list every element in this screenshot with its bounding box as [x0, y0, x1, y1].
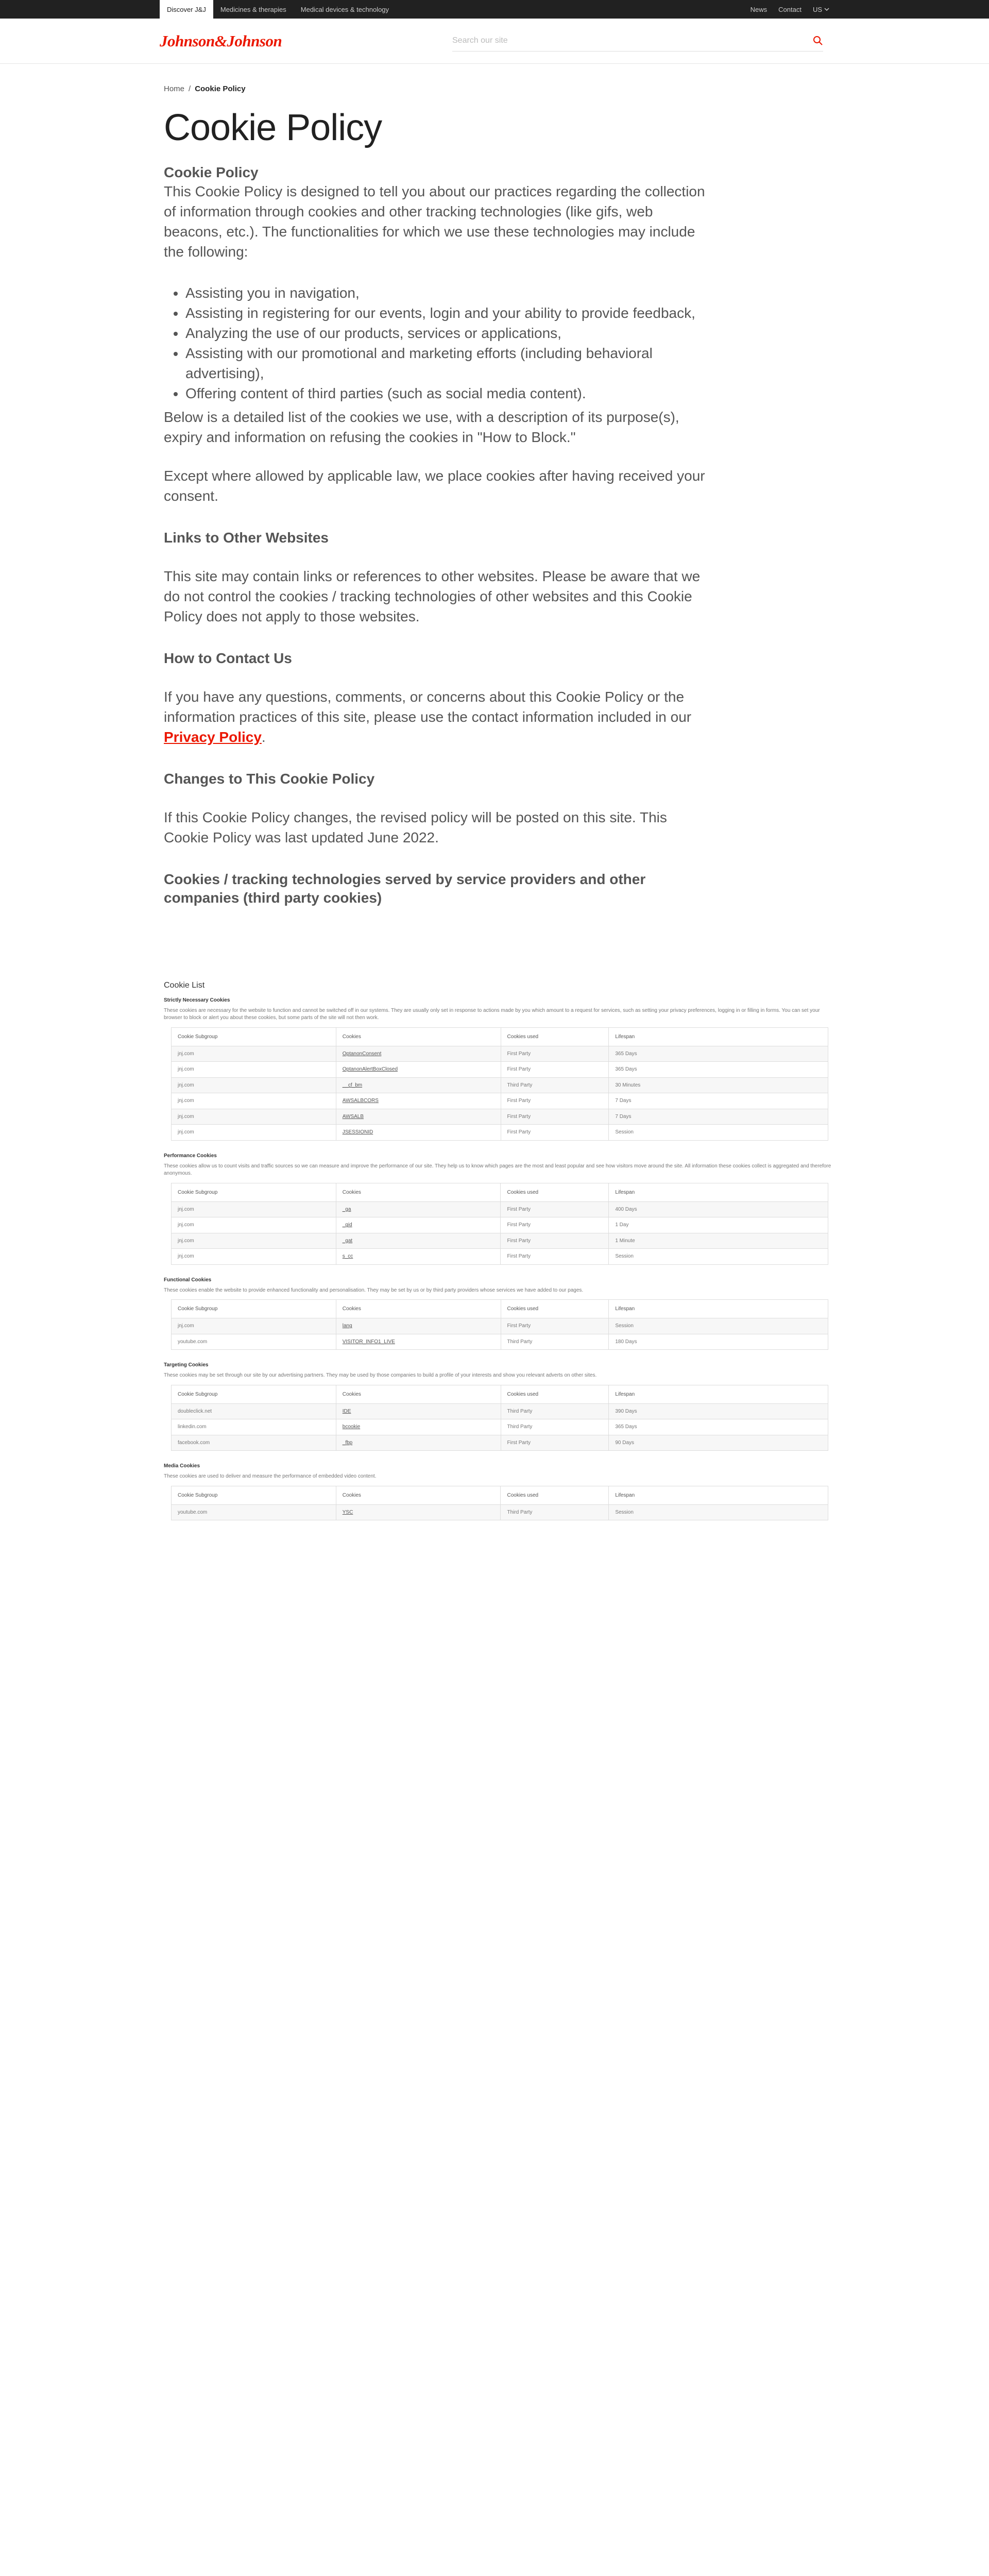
tab-discover[interactable]: Discover J&J	[160, 0, 213, 19]
cookie-name-cell[interactable]: OptanonConsent	[336, 1046, 501, 1062]
list-item: • Analyzing the use of our products, services or applications,	[185, 323, 710, 343]
contact-text-body: If you have any questions, comments, or concerns about this Cookie Policy or the information practices of this site, please use the contact information included in our	[164, 688, 692, 725]
cookie-lifespan-cell: 365 Days	[609, 1046, 828, 1062]
column-header: Cookies used	[501, 1027, 609, 1046]
cookie-party-cell: Third Party	[501, 1419, 609, 1435]
column-header: Cookies used	[501, 1183, 609, 1201]
cookie-party-cell: First Party	[501, 1109, 609, 1125]
cookie-subgroup-cell: youtube.com	[172, 1504, 336, 1520]
cookie-subgroup-cell: jnj.com	[172, 1233, 336, 1249]
cookie-lifespan-cell: 365 Days	[609, 1062, 828, 1078]
search-icon[interactable]	[813, 36, 823, 46]
table-header-row	[172, 1027, 828, 1046]
table-row	[172, 1435, 828, 1451]
links-heading: Links to Other Websites	[164, 530, 329, 546]
cookie-lifespan-cell: 1 Day	[609, 1217, 828, 1233]
cookie-name-cell[interactable]: _gid	[336, 1217, 501, 1233]
list-item: • Assisting you in navigation,	[185, 283, 710, 303]
column-header: Lifespan	[609, 1486, 828, 1504]
column-header: Cookies	[336, 1183, 501, 1201]
cookie-subgroup-cell: jnj.com	[172, 1093, 336, 1109]
cookie-table	[171, 1299, 828, 1350]
search-bar	[452, 31, 823, 52]
cookie-party-cell: Third Party	[501, 1403, 609, 1419]
cookie-name-cell[interactable]: bcookie	[336, 1419, 501, 1435]
cookie-lifespan-cell: 1 Minute	[609, 1233, 828, 1249]
cookie-name-cell[interactable]: AWSALB	[336, 1109, 501, 1125]
column-header: Lifespan	[609, 1027, 828, 1046]
links-text: This site may contain links or references to other websites. Please be aware that we do not control the cookies / tracking technologies of other websites and this Cookie Policy does not apply to those websites.	[164, 568, 701, 625]
table-row	[172, 1249, 828, 1265]
cookie-subgroup-cell: jnj.com	[172, 1077, 336, 1093]
cookie-party-cell: First Party	[501, 1233, 609, 1249]
table-header-row	[172, 1183, 828, 1201]
column-header: Cookie Subgroup	[172, 1385, 336, 1403]
cookie-name-cell[interactable]: JSESSIONID	[336, 1125, 501, 1141]
utility-links	[751, 0, 829, 19]
cookie-lifespan-cell: 30 Minutes	[609, 1077, 828, 1093]
cookie-party-cell: First Party	[501, 1249, 609, 1265]
table-row	[172, 1046, 828, 1062]
column-header: Cookies used	[501, 1300, 609, 1318]
cookie-party-cell: First Party	[501, 1435, 609, 1451]
contact-text	[164, 687, 710, 748]
cookie-party-cell: First Party	[501, 1093, 609, 1109]
cookie-subgroup-cell: doubleclick.net	[172, 1403, 336, 1419]
contact-text-end: .	[261, 729, 266, 745]
cookie-name-cell[interactable]: _gat	[336, 1233, 501, 1249]
cookie-section-description: These cookies may be set through our site by our advertising partners. They may be used by those companies to build a profile of your interests and show you relevant adverts on other sites.	[164, 1372, 597, 1379]
list-item: • Assisting with our promotional and marketing efforts (including behavioral advertising),	[185, 343, 710, 383]
cookie-subgroup-cell: jnj.com	[172, 1125, 336, 1141]
cookie-subgroup-cell: jnj.com	[172, 1201, 336, 1217]
cookie-party-cell: First Party	[501, 1318, 609, 1334]
cookie-section-description: These cookies are used to deliver and measure the performance of embedded video content.	[164, 1473, 377, 1480]
language-selector[interactable]	[813, 6, 829, 13]
tab-medicines[interactable]: Medicines & therapies	[220, 5, 286, 13]
table-row	[172, 1233, 828, 1249]
cookie-party-cell: Third Party	[501, 1504, 609, 1520]
cookie-party-cell: Third Party	[501, 1334, 609, 1350]
cookie-subgroup-cell: jnj.com	[172, 1249, 336, 1265]
column-header: Cookies	[336, 1027, 501, 1046]
list-item: • Offering content of third parties (such as social media content).	[185, 383, 710, 403]
table-row	[172, 1062, 828, 1078]
cookie-section-title: Targeting Cookies	[164, 1362, 209, 1368]
cookie-name-cell[interactable]: YSC	[336, 1504, 501, 1520]
breadcrumb-home[interactable]: Home	[164, 84, 185, 93]
cookie-section-description: These cookies enable the website to provide enhanced functionality and personalisation. They may be set by us or by third party providers whose services we have added to our pages.	[164, 1287, 584, 1293]
cookie-table	[171, 1027, 828, 1141]
cookie-name-cell[interactable]: VISITOR_INFO1_LIVE	[336, 1334, 501, 1350]
contact-link[interactable]: Contact	[778, 5, 802, 13]
main-content	[0, 84, 989, 1520]
utility-tabs	[160, 0, 396, 19]
cookie-lifespan-cell: Session	[609, 1504, 828, 1520]
changes-heading: Changes to This Cookie Policy	[164, 771, 375, 787]
cookie-section-description: These cookies allow us to count visits and traffic sources so we can measure and improve the performance of our site. They help us to know which pages are the most and least popular and see how visitors move around the site. All information these cookies collect is aggregated and therefore anonymous.	[164, 1163, 831, 1177]
column-header: Cookies used	[501, 1385, 609, 1403]
cookie-party-cell: First Party	[501, 1217, 609, 1233]
table-row	[172, 1125, 828, 1141]
cookie-section-description: These cookies are necessary for the website to function and cannot be switched off in our systems. They are usually only set in response to actions made by you which amount to a request for services, such as setting your privacy preferences, logging in or filling in forms. You can set your browser to block or alert you about these cookies, but some parts of the site will not then work.	[164, 1007, 820, 1021]
list-note: Below is a detailed list of the cookies we use, with a description of its purpose(s), expiry and information on refusing the cookies in "How to Block."	[164, 409, 679, 445]
table-row	[172, 1419, 828, 1435]
table-row	[172, 1334, 828, 1350]
cookie-name-cell[interactable]: _ga	[336, 1201, 501, 1217]
column-header: Cookies	[336, 1300, 501, 1318]
cookie-section-title: Functional Cookies	[164, 1277, 212, 1283]
column-header: Lifespan	[609, 1183, 828, 1201]
breadcrumb-current: Cookie Policy	[195, 84, 246, 93]
changes-text: If this Cookie Policy changes, the revised policy will be posted on this site. This Cookie Policy was last updated June 2022.	[164, 809, 667, 845]
table-header-row	[172, 1300, 828, 1318]
jnj-logo[interactable]: Johnson&Johnson	[160, 31, 282, 50]
page-title: Cookie Policy	[164, 107, 382, 148]
table-row	[172, 1217, 828, 1233]
functionality-list	[185, 283, 710, 404]
column-header: Cookie Subgroup	[172, 1300, 336, 1318]
tab-devices[interactable]: Medical devices & technology	[300, 5, 389, 13]
cookie-table	[171, 1385, 828, 1451]
column-header: Lifespan	[609, 1385, 828, 1403]
cookie-party-cell: Third Party	[501, 1077, 609, 1093]
cookie-lifespan-cell: 400 Days	[609, 1201, 828, 1217]
policy-heading: Cookie Policy	[164, 164, 259, 181]
table-row	[172, 1109, 828, 1125]
cookie-section-title: Performance Cookies	[164, 1153, 217, 1159]
contact-heading: How to Contact Us	[164, 650, 292, 667]
cookie-section-title: Strictly Necessary Cookies	[164, 997, 230, 1003]
utility-bar	[0, 0, 989, 19]
table-row	[172, 1093, 828, 1109]
cookie-name-cell[interactable]: __cf_bm	[336, 1077, 501, 1093]
column-header: Cookies	[336, 1486, 501, 1504]
list-item: • Assisting in registering for our events, login and your ability to provide feedback,	[185, 303, 710, 323]
cookie-subgroup-cell: facebook.com	[172, 1435, 336, 1451]
cookie-subgroup-cell: jnj.com	[172, 1217, 336, 1233]
chevron-down-icon	[824, 8, 829, 11]
policy-intro: This Cookie Policy is designed to tell you about our practices regarding the collection of information through cookies and other tracking technologies (like gifs, web beacons, etc.). The functionalities for which we use these technologies may include the following:	[164, 183, 705, 260]
search-input[interactable]	[452, 36, 761, 45]
cookie-subgroup-cell: jnj.com	[172, 1062, 336, 1078]
cookie-section-title: Media Cookies	[164, 1463, 200, 1469]
cookie-name-cell[interactable]: lang	[336, 1318, 501, 1334]
cookie-name-cell[interactable]: IDE	[336, 1403, 501, 1419]
breadcrumb-separator: /	[189, 84, 191, 93]
cookie-subgroup-cell: jnj.com	[172, 1318, 336, 1334]
third-party-heading: Cookies / tracking technologies served by service providers and other companies (third party cookies)	[164, 871, 646, 906]
cookie-party-cell: First Party	[501, 1201, 609, 1217]
cookie-lifespan-cell: Session	[609, 1125, 828, 1141]
cookie-name-cell[interactable]: _fbp	[336, 1435, 501, 1451]
column-header: Cookie Subgroup	[172, 1027, 336, 1046]
cookie-subgroup-cell: jnj.com	[172, 1046, 336, 1062]
breadcrumb	[164, 84, 829, 93]
news-link[interactable]: News	[750, 5, 768, 13]
cookie-party-cell: First Party	[501, 1046, 609, 1062]
cookie-subgroup-cell: linkedin.com	[172, 1419, 336, 1435]
cookie-lifespan-cell: 180 Days	[609, 1334, 828, 1350]
table-row	[172, 1077, 828, 1093]
table-header-row	[172, 1385, 828, 1403]
privacy-policy-link[interactable]: Privacy Policy	[164, 729, 262, 745]
table-row	[172, 1504, 828, 1520]
cookie-subgroup-cell: jnj.com	[172, 1109, 336, 1125]
table-header-row	[172, 1486, 828, 1504]
cookie-subgroup-cell: youtube.com	[172, 1334, 336, 1350]
language-label: US	[812, 5, 822, 13]
cookie-lifespan-cell: 365 Days	[609, 1419, 828, 1435]
column-header: Cookie Subgroup	[172, 1486, 336, 1504]
policy-body	[164, 164, 710, 908]
cookie-party-cell: First Party	[501, 1062, 609, 1078]
table-row	[172, 1201, 828, 1217]
cookie-lifespan-cell: 390 Days	[609, 1403, 828, 1419]
cookie-table	[171, 1486, 828, 1521]
cookie-lifespan-cell: Session	[609, 1249, 828, 1265]
column-header: Cookies used	[501, 1486, 609, 1504]
cookie-lifespan-cell: 7 Days	[609, 1093, 828, 1109]
cookie-lifespan-cell: Session	[609, 1318, 828, 1334]
table-row	[172, 1318, 828, 1334]
cookie-name-cell[interactable]: AWSALBCORS	[336, 1093, 501, 1109]
cookie-lifespan-cell: 90 Days	[609, 1435, 828, 1451]
cookie-name-cell[interactable]: s_cc	[336, 1249, 501, 1265]
cookie-lifespan-cell: 7 Days	[609, 1109, 828, 1125]
cookie-name-cell[interactable]: OptanonAlertBoxClosed	[336, 1062, 501, 1078]
cookie-list-title: Cookie List	[164, 980, 205, 990]
column-header: Cookie Subgroup	[172, 1183, 336, 1201]
site-header	[0, 19, 989, 64]
cookie-table	[171, 1183, 828, 1265]
cookie-party-cell: First Party	[501, 1125, 609, 1141]
table-row	[172, 1403, 828, 1419]
column-header: Lifespan	[609, 1300, 828, 1318]
consent-text: Except where allowed by applicable law, we place cookies after having received your consent.	[164, 468, 705, 504]
column-header: Cookies	[336, 1385, 501, 1403]
cookie-list	[164, 981, 833, 1521]
